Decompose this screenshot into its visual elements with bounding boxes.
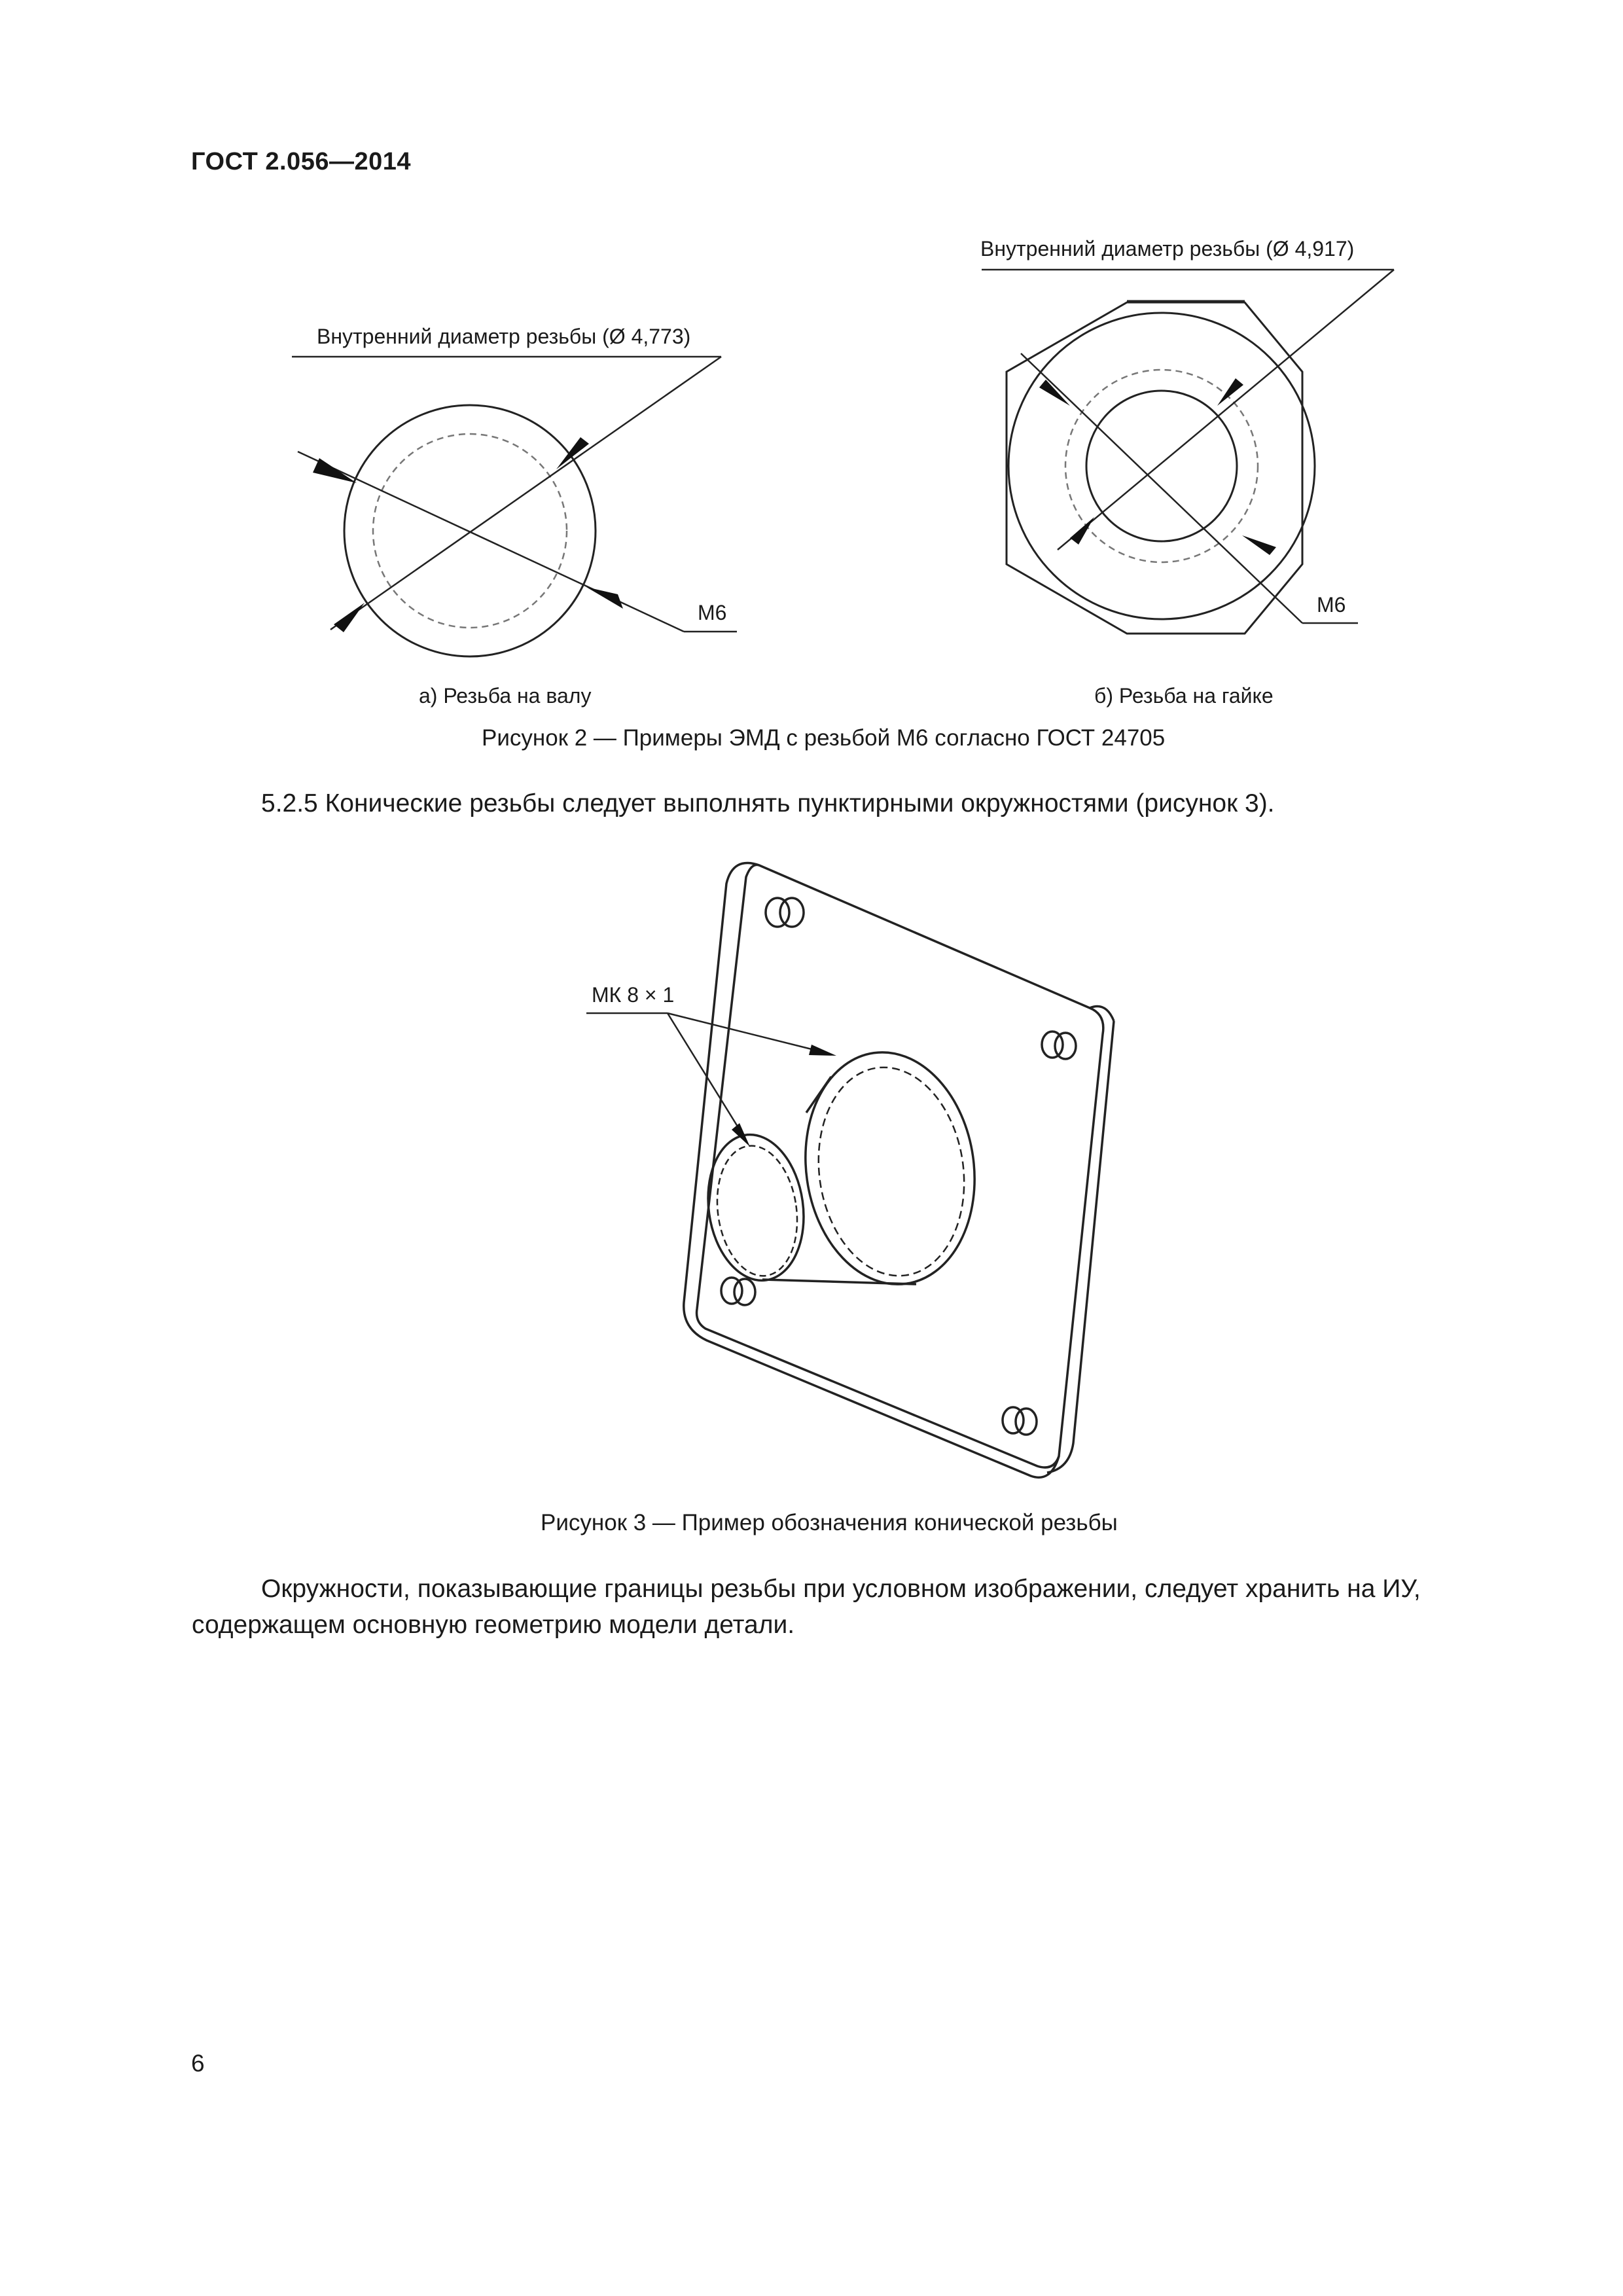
figure-3-caption: Рисунок 3 — Пример обозначения конической резьбы — [541, 1510, 1118, 1535]
thread-leader-arrows — [732, 1045, 836, 1147]
subfigure-a-label: а) Резьба на валу — [419, 684, 592, 708]
nut-inner-diameter-label: Внутренний диаметр резьбы (Ø 4,917) — [980, 237, 1355, 260]
page-number: 6 — [191, 2050, 205, 2077]
body-paragraph-line-1: Окружности, показывающие границы резьбы при условном изображении, следует хранить на ИУ, — [261, 1575, 1421, 1603]
shaft-dimension-arrows — [313, 437, 623, 632]
body-paragraph-line-2: содержащем основную геометрию модели детали. — [192, 1611, 795, 1639]
conical-thread-label: МК 8 × 1 — [592, 983, 675, 1007]
shaft-thread-size-label: М6 — [698, 601, 727, 624]
figure-2-drawing — [0, 0, 1623, 720]
plate-drawing — [684, 863, 1114, 1478]
subfigure-b-label: б) Резьба на гайке — [1094, 684, 1274, 708]
thread-leader-lines — [586, 1013, 830, 1140]
shaft-inner-diameter-label: Внутренний диаметр резьбы (Ø 4,773) — [317, 325, 691, 348]
figure-2-caption: Рисунок 2 — Примеры ЭМД с резьбой М6 согласно ГОСТ 24705 — [482, 725, 1166, 751]
document-code: ГОСТ 2.056—2014 — [191, 148, 411, 175]
clause-5-2-5: 5.2.5 Конические резьбы следует выполнять пунктирными окружностями (рисунок 3). — [261, 789, 1275, 817]
shaft-thread-drawing — [292, 357, 737, 656]
nut-thread-drawing — [982, 270, 1394, 634]
nut-thread-size-label: М6 — [1317, 593, 1346, 617]
